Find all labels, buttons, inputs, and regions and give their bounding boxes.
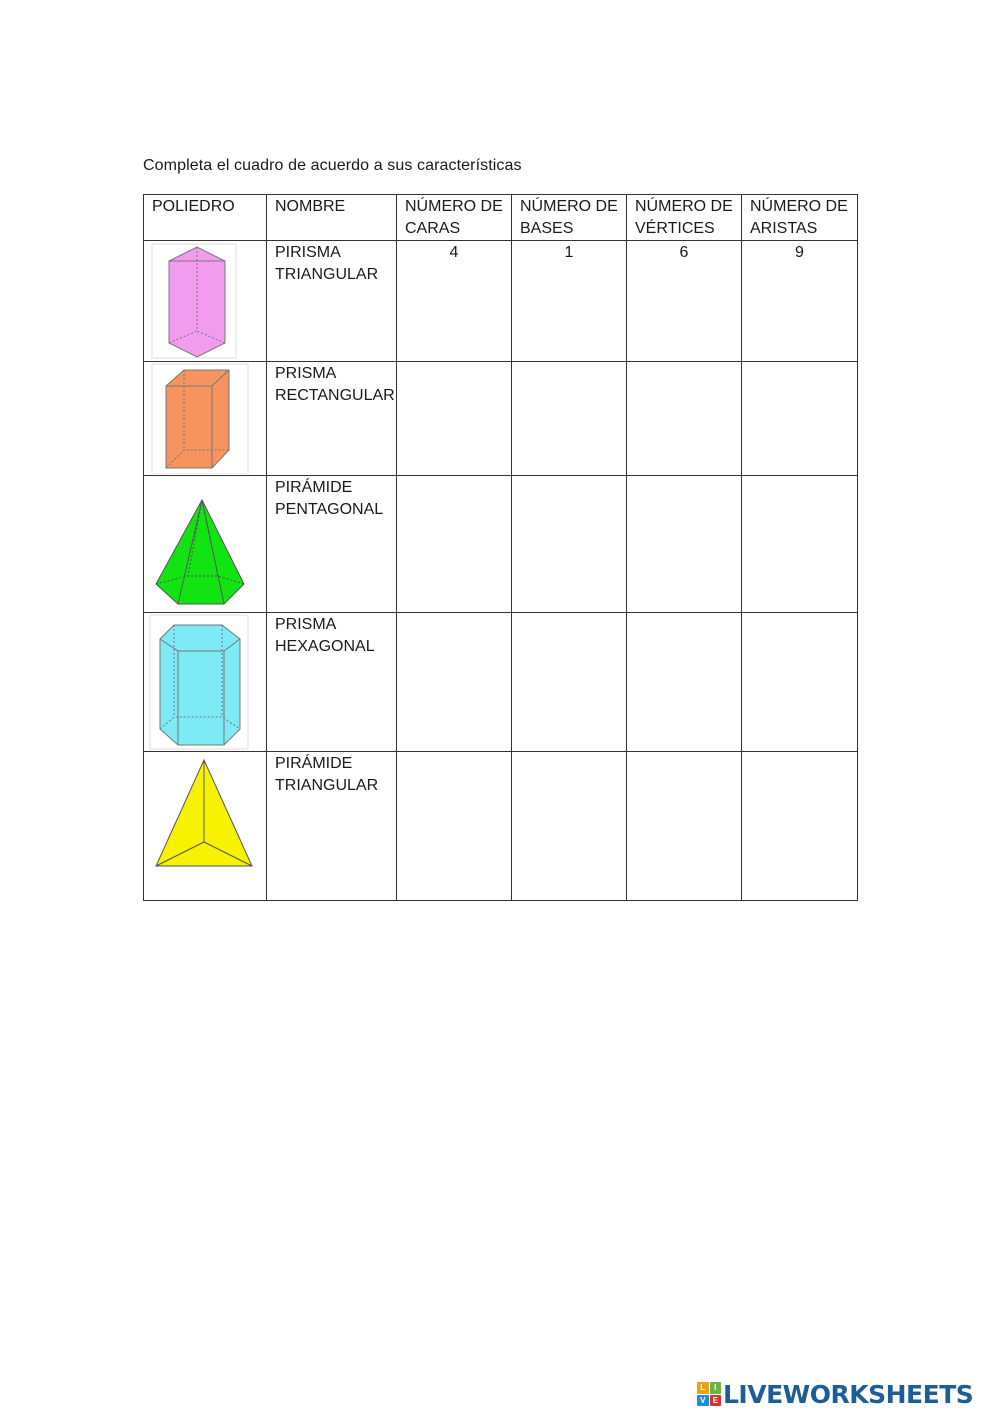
table-row bbox=[144, 476, 858, 613]
vertices-input[interactable] bbox=[627, 362, 742, 476]
name-cell: PRISMA HEXAGONAL bbox=[267, 613, 397, 752]
header-aristas: NÚMERO DE ARISTAS bbox=[742, 195, 858, 241]
logo-badge-letter: L bbox=[697, 1382, 709, 1394]
header-poliedro: POLIEDRO bbox=[144, 195, 267, 241]
aristas-input[interactable] bbox=[742, 752, 858, 901]
bases-input[interactable] bbox=[512, 613, 627, 752]
aristas-input[interactable] bbox=[742, 476, 858, 613]
vertices-input[interactable] bbox=[627, 476, 742, 613]
header-vertices: NÚMERO DE VÉRTICES bbox=[627, 195, 742, 241]
name-cell: PRISMA RECTANGULAR bbox=[267, 362, 397, 476]
instruction-text: Completa el cuadro de acuerdo a sus características bbox=[143, 157, 522, 174]
caras-input[interactable] bbox=[397, 613, 512, 752]
shape-cell bbox=[144, 241, 267, 362]
hexagonal-prism-icon bbox=[144, 613, 266, 750]
table-row bbox=[144, 752, 858, 901]
aristas-input[interactable] bbox=[742, 362, 858, 476]
liveworksheets-logo bbox=[697, 1378, 973, 1410]
header-row bbox=[144, 195, 858, 241]
caras-input[interactable]: 4 bbox=[397, 241, 512, 362]
logo-badge-icon bbox=[697, 1382, 721, 1406]
caras-input[interactable] bbox=[397, 362, 512, 476]
pentagonal-pyramid-icon bbox=[144, 476, 266, 611]
aristas-input[interactable]: 9 bbox=[742, 241, 858, 362]
table-row bbox=[144, 362, 858, 476]
polyhedra-table bbox=[143, 194, 858, 901]
header-nombre: NOMBRE bbox=[267, 195, 397, 241]
header-caras: NÚMERO DE CARAS bbox=[397, 195, 512, 241]
caras-input[interactable] bbox=[397, 476, 512, 613]
bases-input[interactable]: 1 bbox=[512, 241, 627, 362]
shape-cell bbox=[144, 613, 267, 752]
logo-badge-letter: V bbox=[697, 1395, 709, 1407]
logo-badge-letter: I bbox=[710, 1382, 722, 1394]
table-row bbox=[144, 241, 858, 362]
name-cell: PIRÁMIDE TRIANGULAR bbox=[267, 752, 397, 901]
vertices-input[interactable]: 6 bbox=[627, 241, 742, 362]
name-cell: PIRISMA TRIANGULAR bbox=[267, 241, 397, 362]
shape-cell bbox=[144, 476, 267, 613]
table-row bbox=[144, 613, 858, 752]
name-cell: PIRÁMIDE PENTAGONAL bbox=[267, 476, 397, 613]
shape-cell bbox=[144, 752, 267, 901]
header-bases: NÚMERO DE BASES bbox=[512, 195, 627, 241]
vertices-input[interactable] bbox=[627, 752, 742, 901]
bases-input[interactable] bbox=[512, 476, 627, 613]
shape-cell bbox=[144, 362, 267, 476]
aristas-input[interactable] bbox=[742, 613, 858, 752]
bases-input[interactable] bbox=[512, 362, 627, 476]
triangular-prism-icon bbox=[144, 241, 266, 361]
logo-text: LIVEWORKSHEETS bbox=[723, 1379, 974, 1409]
bases-input[interactable] bbox=[512, 752, 627, 901]
caras-input[interactable] bbox=[397, 752, 512, 901]
rectangular-prism-icon bbox=[144, 362, 266, 474]
logo-badge-letter: E bbox=[710, 1395, 722, 1407]
vertices-input[interactable] bbox=[627, 613, 742, 752]
triangular-pyramid-icon bbox=[144, 752, 266, 899]
